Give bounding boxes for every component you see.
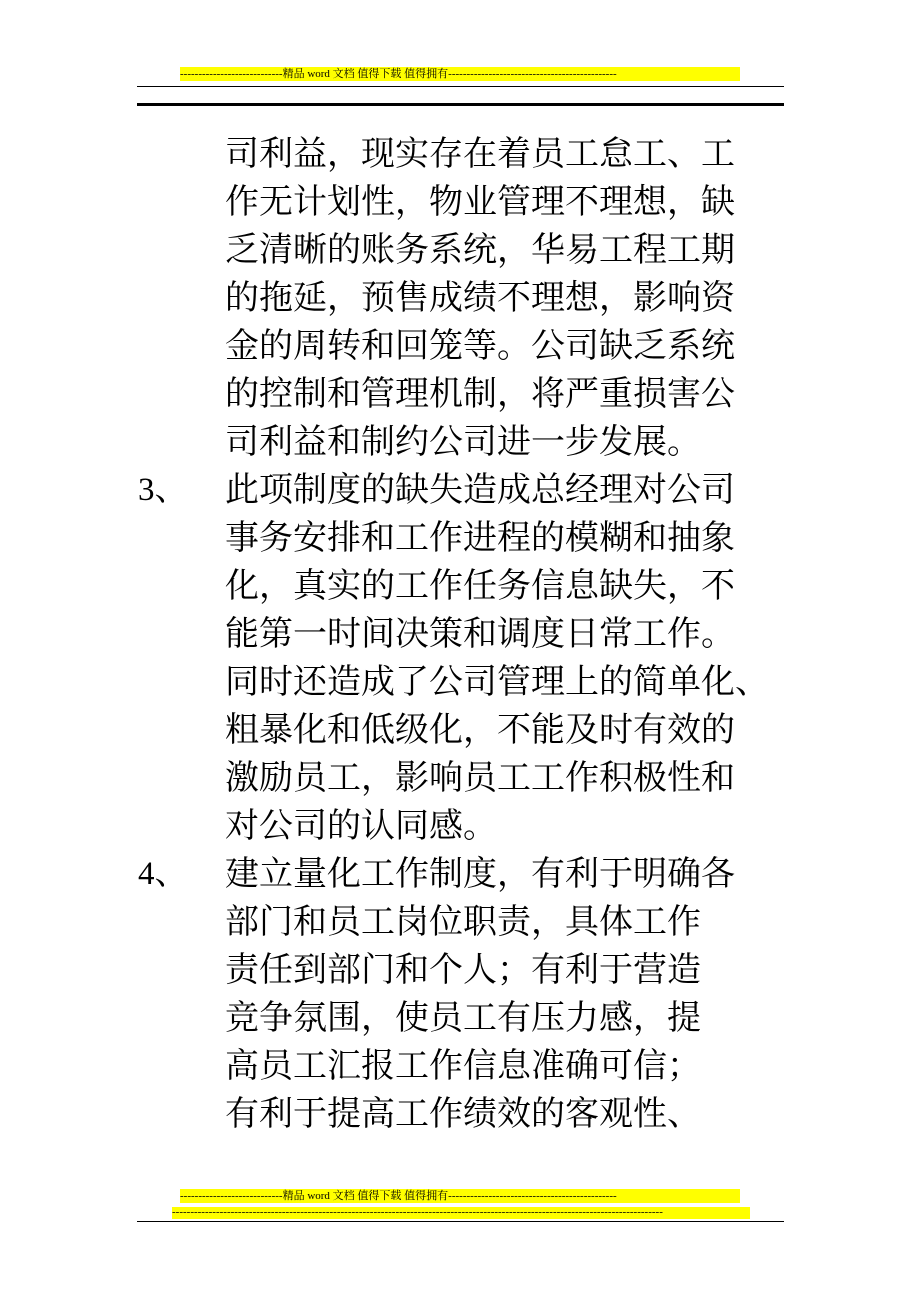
text-line: 激励员工，影响员工工作积极性和: [225, 758, 735, 798]
text-line: 责任到部门和个人；有利于营造: [225, 950, 701, 990]
text-line: 金的周转和回笼等。公司缺乏系统: [225, 326, 735, 366]
document-body: [0, 130, 920, 1138]
text-line: 部门和员工岗位职责，具体工作: [225, 902, 701, 942]
text-line: 建立量化工作制度，有利于明确各: [225, 854, 735, 894]
text-line: 同时还造成了公司管理上的简单化、: [225, 662, 769, 702]
text-line: 有利于提高工作绩效的客观性、: [225, 1094, 701, 1134]
paragraph-item-4: [0, 850, 920, 1138]
text-line: 此项制度的缺失造成总经理对公司: [225, 470, 735, 510]
footer-dash-strip: --------------------------------------------------------------------------------------------------------------------------------------: [172, 1207, 750, 1219]
text-line: 竞争氛围，使员工有压力感，提: [225, 998, 701, 1038]
text-line: 司利益，现实存在着员工怠工、工: [225, 134, 735, 174]
text-line: 事务安排和工作进程的模糊和抽象: [225, 518, 735, 558]
item-number: 3、: [138, 472, 188, 508]
text-line: 能第一时间决策和调度日常工作。: [225, 614, 735, 654]
item-number: 4、: [138, 856, 188, 892]
text-line: 粗暴化和低级化，不能及时有效的: [225, 710, 735, 750]
text-line: 化，真实的工作任务信息缺失，不: [225, 566, 735, 606]
text-line: 高员工汇报工作信息准确可信；: [225, 1046, 701, 1086]
text-line: 的控制和管理机制，将严重损害公: [225, 374, 735, 414]
header-banner: ----------------------------精品 word 文档 值得下载 值得拥有----------------------------------------------: [180, 67, 740, 81]
text-line: 乏清晰的账务系统，华易工程工期: [225, 230, 735, 270]
text-line: 司利益和制约公司进一步发展。: [225, 422, 701, 462]
text-line: 的拖延，预售成绩不理想，影响资: [225, 278, 735, 318]
paragraph-item-3: [0, 466, 920, 850]
footer-rule: [137, 1221, 784, 1222]
paragraph-continuation: [0, 130, 920, 466]
footer-banner: ----------------------------精品 word 文档 值得下载 值得拥有----------------------------------------------: [180, 1189, 740, 1203]
text-line: 对公司的认同感。: [225, 806, 497, 846]
header-rule-thin: [137, 86, 784, 87]
text-line: 作无计划性，物业管理不理想，缺: [225, 182, 735, 222]
header-rule-thick: [137, 103, 784, 106]
